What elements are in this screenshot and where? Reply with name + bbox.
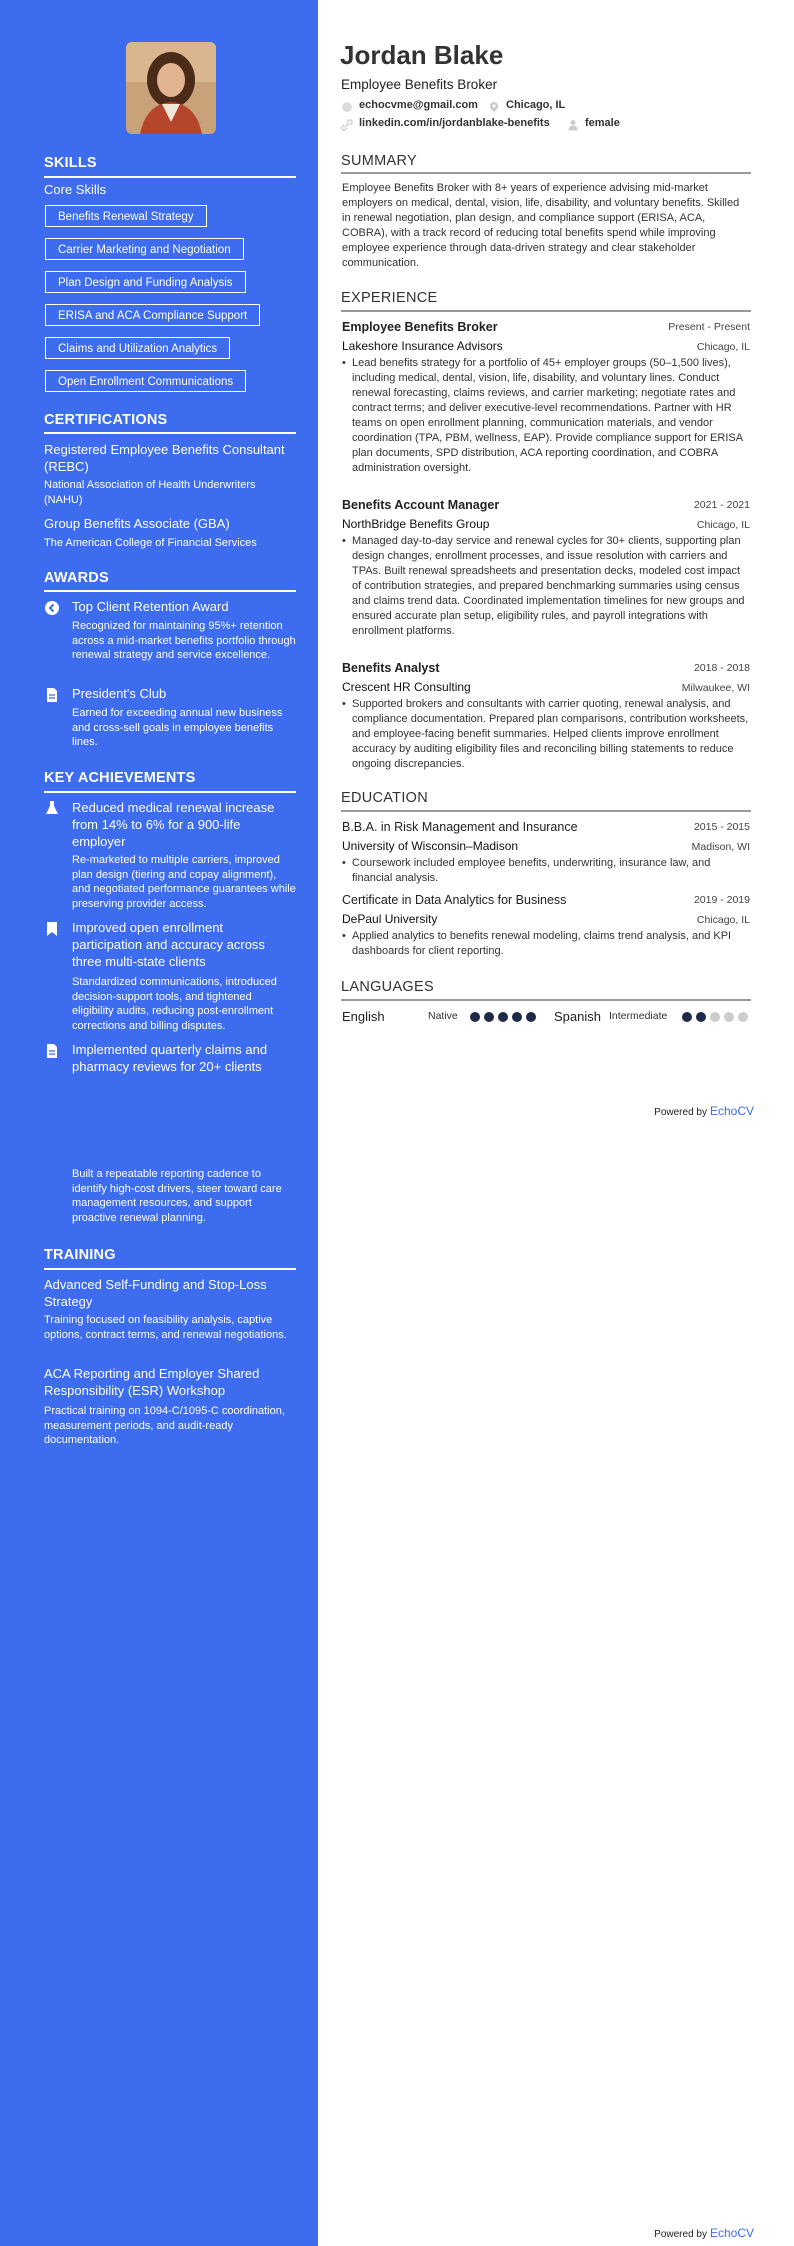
job-company: Crescent HR Consulting: [342, 680, 471, 694]
key-achievements-divider: [44, 791, 296, 793]
powered-by-text: Powered by: [654, 1107, 707, 1118]
summary-text: Employee Benefits Broker with 8+ years of experience advising mid-market employers on medical, dental, vision, life, disability, and voluntary benefits. Skilled in renewal negotiation, plan design, and compliance support (ERISA, ACA, COBRA), with a track record of reducing total benefits spend while improving employee experience through data-driven strategy and clear stakeholder communication.: [342, 182, 740, 269]
gender-text: female: [585, 117, 620, 129]
job-role: Employee Benefits Broker: [342, 320, 498, 334]
achievement-description: Built a repeatable reporting cadence to identify high-cost drivers, steer toward care management resources, and support proactive renewal planning.: [72, 1168, 282, 1224]
achievement-title: Implemented quarterly claims and pharmacy reviews for 20+ clients: [72, 1042, 268, 1074]
language-level: Native: [428, 1010, 458, 1022]
rating-dot: [682, 1012, 692, 1022]
training-title: Advanced Self-Funding and Stop-Loss Strategy: [44, 1277, 267, 1309]
education-dates: 2019 - 2019: [693, 894, 750, 906]
document-icon: [44, 1043, 60, 1059]
document-icon: [44, 687, 60, 703]
rating-dot: [526, 1012, 536, 1022]
rating-dot: [724, 1012, 734, 1022]
skill-tag: Claims and Utilization Analytics: [45, 337, 230, 359]
location-pin-icon: [488, 100, 500, 112]
certification-issuer: The American College of Financial Services: [44, 537, 257, 549]
certification-name: Group Benefits Associate (GBA): [44, 516, 230, 531]
job-dates: 2021 - 2021: [693, 499, 750, 511]
rating-dot: [738, 1012, 748, 1022]
achievement-title: Improved open enrollment participation and accuracy across three multi-state clients: [72, 920, 265, 969]
powered-by-footer: [654, 2226, 754, 2240]
award-icon: [44, 600, 60, 616]
achievement-description: Standardized communications, introduced decision-support tools, and tightened eligibility audits, reducing post-enrollment corrections and billing disputes.: [72, 976, 277, 1032]
powered-by-text: Powered by: [654, 2229, 707, 2240]
experience-heading: EXPERIENCE: [341, 290, 438, 306]
core-skills-label: Core Skills: [44, 182, 107, 197]
rating-dot: [498, 1012, 508, 1022]
skill-tag: ERISA and ACA Compliance Support: [45, 304, 260, 326]
education-school: University of Wisconsin–Madison: [342, 839, 519, 853]
job-bullet: • Supported brokers and consultants with carrier quoting, renewal analysis, and compliance documentation. Prepared plan comparisons, contribution worksheets, and employee-facing benefit summaries. Helped clients improve enrollment accuracy by auditing eligibility files and reconciling billing statements to reduce ongoing discrepancies.: [342, 697, 750, 772]
rating-dot: [512, 1012, 522, 1022]
training-heading: TRAINING: [44, 1247, 116, 1263]
education-school: DePaul University: [342, 912, 438, 926]
education-divider: [341, 810, 751, 812]
job-role: Benefits Account Manager: [342, 498, 500, 512]
certifications-heading: CERTIFICATIONS: [44, 412, 168, 428]
rating-dot: [470, 1012, 480, 1022]
skill-tag: Plan Design and Funding Analysis: [45, 271, 246, 293]
email-icon: [341, 100, 353, 112]
achievement-title: Reduced medical renewal increase from 14% to 6% for a 900-life employer: [72, 800, 275, 849]
powered-by-footer: [654, 1104, 754, 1118]
job-company: Lakeshore Insurance Advisors: [342, 339, 503, 353]
email-link[interactable]: echocvme@gmail.com: [359, 99, 478, 111]
skill-tag: Carrier Marketing and Negotiation: [45, 238, 244, 260]
summary-heading: SUMMARY: [341, 153, 417, 169]
job-company: NorthBridge Benefits Group: [342, 517, 490, 531]
candidate-name: Jordan Blake: [340, 40, 504, 70]
award-title: President's Club: [72, 686, 167, 701]
job-role: Benefits Analyst: [342, 661, 440, 675]
education-location: Madison, WI: [691, 841, 750, 853]
awards-divider: [44, 590, 296, 592]
language-name: English: [342, 1009, 385, 1024]
certification-issuer: National Association of Health Underwriters (NAHU): [44, 479, 256, 506]
person-icon: [567, 118, 579, 130]
key-achievements-heading: KEY ACHIEVEMENTS: [44, 770, 196, 786]
skills-heading: SKILLS: [44, 155, 97, 171]
language-level: Intermediate: [609, 1010, 668, 1022]
rating-dot: [696, 1012, 706, 1022]
rating-dot: [484, 1012, 494, 1022]
link-icon: [341, 118, 353, 130]
awards-heading: AWARDS: [44, 570, 109, 586]
achievement-description: Re-marketed to multiple carriers, improved plan design (tiering and copay alignment), and negotiated performance guarantees while preserving provider access.: [72, 854, 296, 910]
job-location: Milwaukee, WI: [681, 682, 750, 694]
education-heading: EDUCATION: [341, 790, 429, 806]
job-dates: 2018 - 2018: [693, 662, 750, 674]
education-degree: Certificate in Data Analytics for Business: [342, 893, 567, 907]
training-divider: [44, 1268, 296, 1270]
job-dates: Present - Present: [668, 321, 750, 333]
language-name: Spanish: [554, 1009, 601, 1024]
experience-divider: [341, 310, 751, 312]
education-bullet: • Applied analytics to benefits renewal modeling, claims trend analysis, and KPI dashboards for client reporting.: [342, 929, 750, 959]
training-description: Training focused on feasibility analysis, captive options, contract terms, and renewal negotiations.: [44, 1314, 287, 1341]
bookmark-icon: [44, 921, 60, 937]
job-location: Chicago, IL: [696, 519, 750, 531]
education-degree: B.B.A. in Risk Management and Insurance: [342, 820, 578, 834]
location-text: Chicago, IL: [506, 99, 566, 111]
skills-divider: [44, 176, 296, 178]
languages-heading: LANGUAGES: [341, 979, 434, 995]
education-location: Chicago, IL: [696, 914, 750, 926]
education-dates: 2015 - 2015: [693, 821, 750, 833]
sidebar: [0, 0, 318, 2246]
languages-divider: [341, 999, 751, 1001]
skill-tag: Open Enrollment Communications: [45, 370, 246, 392]
profile-photo: [126, 42, 216, 134]
training-description: Practical training on 1094-C/1095-C coordination, measurement periods, and audit-ready documentation.: [44, 1405, 285, 1446]
job-bullet: • Managed day-to-day service and renewal cycles for 30+ clients, supporting plan design changes, enrollment processes, and issue resolution with carriers and TPAs. Built renewal spreadsheets and presentation decks, modeled cost impact of contribution strategies, and prepared benchmarking summaries using census and claims trend data. Coordinated implementation timelines for new groups and ensured accurate plan setup, eligibility rules, and payroll integrations with enrollment platforms.: [342, 534, 750, 639]
flask-icon: [44, 800, 60, 816]
training-title: ACA Reporting and Employer Shared Responsibility (ESR) Workshop: [44, 1366, 260, 1398]
echocv-brand[interactable]: EchoCV: [709, 1104, 754, 1118]
award-title: Top Client Retention Award: [72, 599, 229, 614]
award-description: Earned for exceeding annual new business and cross-sell goals in employee benefits lines.: [72, 707, 283, 748]
job-bullet: • Lead benefits strategy for a portfolio of 45+ employer groups (50–1,500 lives), including medical, dental, vision, life, disability, and voluntary lines. Conduct renewal forecasting, claims reviews, and carrier marketing; negotiate rates and contract terms; and deliver executive-level recommendations. Partner with HR teams on open enrollment planning, communication materials, and vendor coordination (TPA, PBM, wellness, EAP). Provide compliance support for ERISA plan documents, SPD distribution, ACA reporting coordination, and COBRA administration oversight.: [342, 356, 750, 476]
summary-divider: [341, 172, 751, 174]
rating-dot: [710, 1012, 720, 1022]
skill-tag: Benefits Renewal Strategy: [45, 205, 207, 227]
candidate-title: Employee Benefits Broker: [341, 77, 498, 92]
certifications-divider: [44, 432, 296, 434]
echocv-brand[interactable]: EchoCV: [709, 2226, 754, 2240]
award-description: Recognized for maintaining 95%+ retention across a mid-market benefits portfolio through renewal strategy and service excellence.: [72, 620, 296, 661]
education-bullet: • Coursework included employee benefits, underwriting, insurance law, and financial analysis.: [342, 856, 750, 886]
job-location: Chicago, IL: [696, 341, 750, 353]
certification-name: Registered Employee Benefits Consultant (REBC): [44, 442, 285, 474]
linkedin-link[interactable]: linkedin.com/in/jordanblake-benefits: [359, 117, 550, 129]
